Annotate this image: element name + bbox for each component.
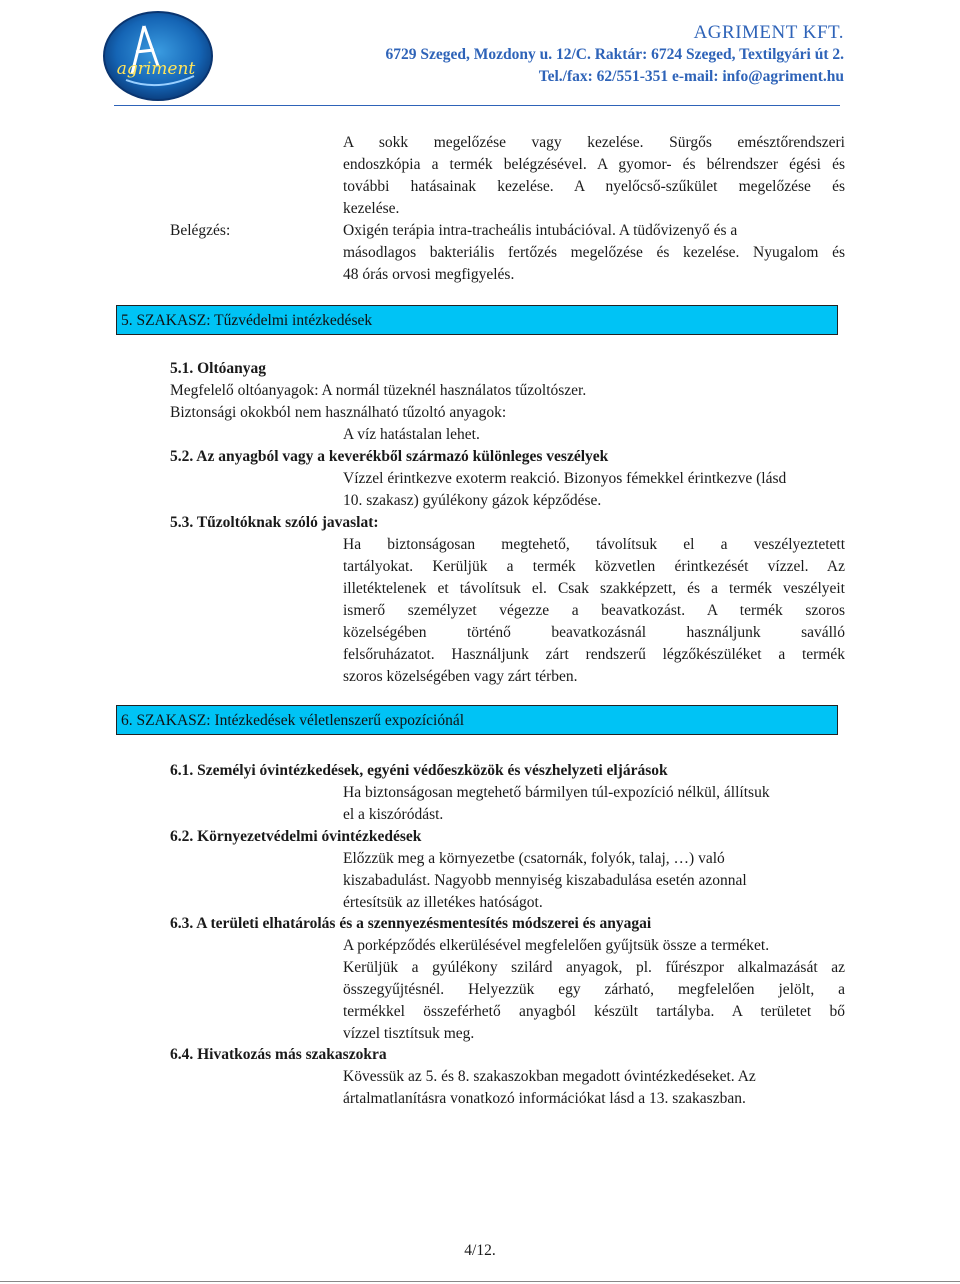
text-line: el a kiszóródást.: [343, 806, 444, 823]
text-line: Ha biztonságosan megtehető bármilyen túl-expozíció nélkül, állítsuk: [343, 784, 770, 801]
text-line: Előzzük meg a környezetbe (csatornák, folyók, talaj, …) való: [343, 850, 725, 867]
text-line: endoszkópia a termék belégzésével. A gyomor- és bélrendszer égési és: [343, 156, 845, 173]
text-line: Biztonsági okokból nem használható tűzoltó anyagok:: [170, 404, 507, 421]
s51-heading: 5.1. Oltóanyag: [170, 360, 267, 377]
text-line: A porképződés elkerülésével megfelelően gyűjtsük össze a terméket.: [343, 937, 770, 954]
text-line: szoros közelségében vagy zárt térben.: [343, 668, 578, 685]
header-rule: [114, 105, 840, 106]
company-contact: Tel./fax: 62/551-351 e-mail: info@agriment.hu: [538, 68, 844, 85]
bottom-rule: [0, 1281, 960, 1282]
text-line: A sokk megelőzése vagy kezelése. Sürgős emésztőrendszeri: [343, 134, 845, 151]
s64-heading: 6.4. Hivatkozás más szakaszokra: [170, 1046, 387, 1063]
text-line: Kövessük az 5. és 8. szakaszokban megadott óvintézkedéseket. Az: [343, 1068, 756, 1085]
section-5-title: 5. SZAKASZ: Tűzvédelmi intézkedések: [116, 305, 838, 335]
s63-heading: 6.3. A területi elhatárolás és a szennyezésmentesítés módszerei és anyagai: [170, 915, 652, 932]
text-line: Kerüljük a gyúlékony szilárd anyagok, pl. fűrészpor alkalmazását az: [343, 959, 845, 976]
text-line: termékkel összeférhető anyagból készült tartályba. A területet bő: [343, 1003, 845, 1020]
page-number: 4/12.: [464, 1242, 496, 1259]
text-line: A víz hatástalan lehet.: [343, 426, 480, 443]
s52-heading: 5.2. Az anyagból vagy a keverékből származó különleges veszélyek: [170, 448, 609, 465]
section-6-title: 6. SZAKASZ: Intézkedések véletlenszerű expozíciónál: [116, 705, 838, 735]
text-line: Megfelelő oltóanyagok: A normál tüzeknél használatos tűzoltószer.: [170, 382, 587, 399]
inhalation-label: Belégzés:: [170, 222, 231, 239]
text-line: másodlagos bakteriális fertőzés megelőzése és kezelése. Nyugalom és: [343, 244, 845, 261]
text-line: értesítsük az illetékes hatóságot.: [343, 894, 543, 911]
s62-heading: 6.2. Környezetvédelmi óvintézkedések: [170, 828, 422, 845]
s61-heading: 6.1. Személyi óvintézkedések, egyéni védőeszközök és vészhelyzeti eljárások: [170, 762, 668, 779]
text-line: vízzel tisztítsuk meg.: [343, 1025, 475, 1042]
text-line: illetéktelenek et távolítsuk el. Csak szakképzett, és a termék veszélyeit: [343, 580, 845, 597]
company-address: 6729 Szeged, Mozdony u. 12/C. Raktár: 6724 Szeged, Textilgyári út 2.: [385, 46, 844, 63]
text-line: ártalmatlanításra vonatkozó információkat lásd a 13. szakaszban.: [343, 1090, 746, 1107]
text-line: ismerő személyzet végezze a beavatkozást. A termék szoros: [343, 602, 845, 619]
text-line: 10. szakasz) gyúlékony gázok képződése.: [343, 492, 602, 509]
text-line: további hatásainak kezelése. A nyelőcső-szűkület megelőzése és: [343, 178, 845, 195]
text-line: Oxigén terápia intra-tracheális intubációval. A tüdővizenyő és a: [343, 222, 738, 239]
company-header: [385, 22, 844, 88]
text-line: kiszabadulást. Nagyobb mennyiség kiszabadulása esetén azonnal: [343, 872, 747, 889]
text-line: Vízzel érintkezve exoterm reakció. Bizonyos fémekkel érintkezve (lásd: [343, 470, 787, 487]
text-line: 48 órás orvosi megfigyelés.: [343, 266, 515, 283]
text-line: közelségében történő beavatkozásnál használjunk saválló: [343, 624, 845, 641]
text-line: tartályokat. Kerüljük a termék közvetlen érintkezését vízzel. Az: [343, 558, 845, 575]
company-logo: [96, 4, 220, 104]
logo-text: agriment: [116, 59, 196, 79]
company-name: AGRIMENT KFT.: [693, 22, 844, 43]
text-line: Ha biztonságosan megtehető, távolítsuk el a veszélyeztetett: [343, 536, 845, 553]
s53-heading: 5.3. Tűzoltóknak szóló javaslat:: [170, 514, 379, 531]
text-line: kezelése.: [343, 200, 400, 217]
text-line: felsőruházatot. Használjunk zárt rendszerű légzőkészüléket a termék: [343, 646, 845, 663]
text-line: összegyűjtésnél. Helyezzük egy zárható, megfelelően jelölt, a: [343, 981, 845, 998]
